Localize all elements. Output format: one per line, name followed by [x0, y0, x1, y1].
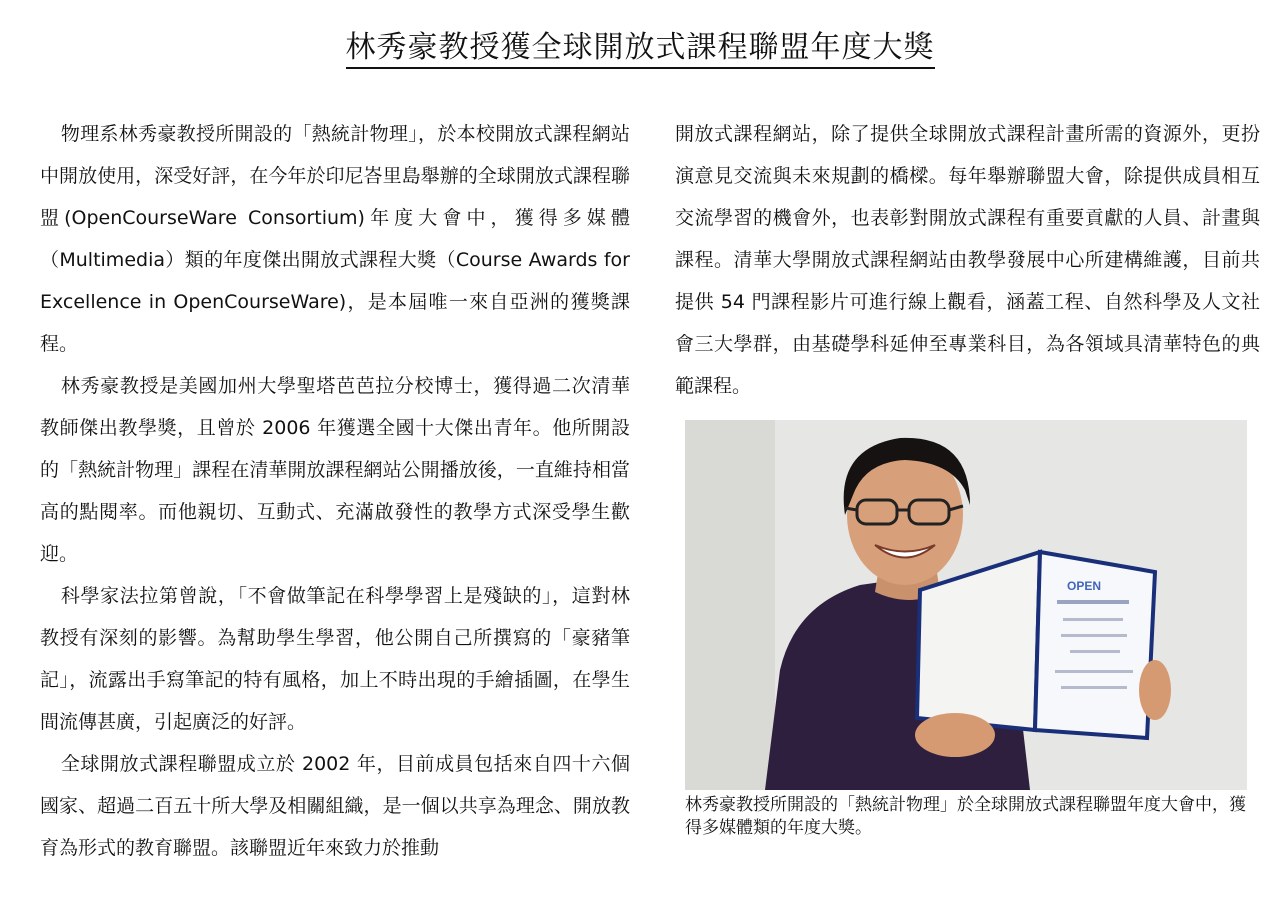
- paragraph-professor-background: 林秀豪教授是美國加州大學聖塔芭芭拉分校博士，獲得過二次清華教師傑出教學獎，且曾於 2006 年獲選全國十大傑出青年。他所開設的「熱統計物理」課程在清華開放課程網站公開播放後，一直維持相當高的點閱率。而他親切、互動式、充滿啟發性的教學方式深受學生歡迎。: [40, 375, 630, 565]
- article-title: [0, 28, 1280, 68]
- article-title-text: 林秀豪教授獲全球開放式課程聯盟年度大獎: [346, 30, 935, 69]
- person-right-hand: [1139, 660, 1171, 720]
- right-column: [675, 113, 1260, 407]
- person-left-hand: [915, 713, 995, 757]
- paragraph-consortium-intro: 全球開放式課程聯盟成立於 2002 年，目前成員包括來自四十六個國家、超過二百五十所大學及相關組織，是一個以共享為理念、開放教育為形式的教育聯盟。該聯盟近年來致力於推動: [40, 753, 630, 859]
- photo-caption: 林秀豪教授所開設的「熱統計物理」於全球開放式課程聯盟年度大會中，獲得多媒體類的年度大獎。: [685, 795, 1246, 838]
- certificate: [917, 552, 1155, 738]
- paragraph-faraday-notes: 科學家法拉第曾說，「不會做筆記在科學學習上是殘缺的」，這對林教授有深刻的影響。為幫助學生學習，他公開自己所撰寫的「豪豬筆記」，流露出手寫筆記的特有風格，加上不時出現的手繪插圖，在學生間流傳甚廣，引起廣泛的好評。: [40, 585, 630, 733]
- left-column: [40, 113, 630, 869]
- paragraph-course-award: 物理系林秀豪教授所開設的「熱統計物理」，於本校開放式課程網站中開放使用，深受好評，在今年於印尼峇里島舉辦的全球開放式課程聯盟(OpenCourseWare Consortium)年度大會中，獲得多媒體（Multimedia）類的年度傑出開放式課程大獎（Course Awards for Excellence in OpenCourseWare)，是本屆唯一來自亞洲的獲獎課程。: [40, 123, 630, 355]
- certificate-brand-text: OPEN: [1067, 579, 1102, 593]
- award-photo-illustration: [685, 420, 1247, 790]
- paragraph-consortium-continued: 開放式課程網站，除了提供全球開放式課程計畫所需的資源外，更扮演意見交流與未來規劃的橋樑。每年舉辦聯盟大會，除提供成員相互交流學習的機會外，也表彰對開放式課程有重要貢獻的人員、計畫與課程。清華大學開放式課程網站由教學發展中心所建構維護，目前共提供 54 門課程影片可進行線上觀看，涵蓋工程、自然科學及人文社會三大學群，由基礎學科延伸至專業科目，為各領域具清華特色的典範課程。: [675, 123, 1260, 397]
- award-photo: [685, 420, 1247, 790]
